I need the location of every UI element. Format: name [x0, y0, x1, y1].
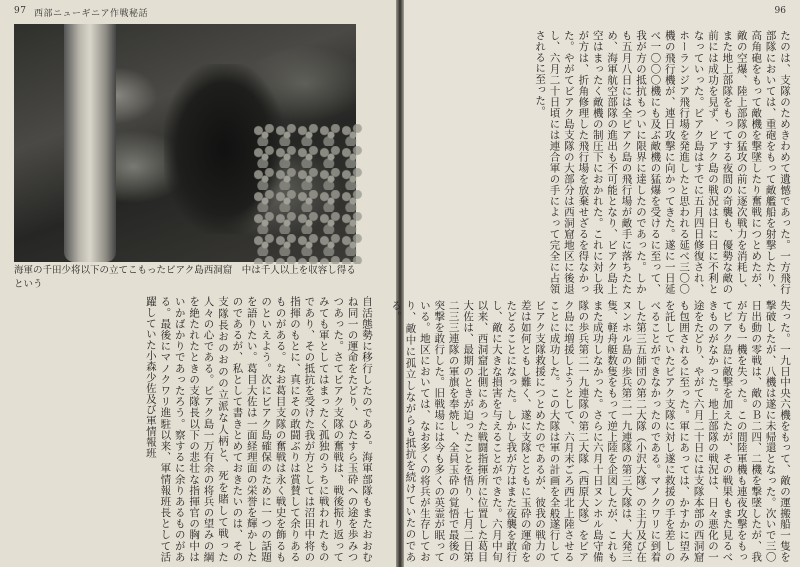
foliage: [254, 124, 364, 264]
right-page: [390, 0, 800, 567]
right-body-text-lower: 失った。一九日中央六機をもって、敵の運搬船一隻を撃破したが、八機は遂に未帰還となった。次いで三〇日出動の零戦は、敵のＢ二四、二機を撃墜したが、我が方も一機を失った。この間陸軍機も連夜攻撃をもってビアク島に敵撃を加えたが、その戦果もまた見るべきものがなかった。地上部隊の戦況は、日々悪化の一途をたどり、やがて六月二十日には支隊本部の西洞窟も包囲されるに至った。軍にあっては、かすかに望みを託していたビアク支隊に対し遂に救援の手を差しのべることができなかったのである。マノクワリに到着した第三五師団の第二大隊（小沢大隊）の主力及び在ヌンホル島の歩兵第二一九連隊の第三大隊は、大発三隻、軽舟艇数隻をもって逆上陸を企図したが、これもまた成功しなかった。さらに六月十日ヌンホル島守備隊の歩兵第二一九連隊の第二大隊（西原大隊）をビアク島に増援しようとして、六月末ごろ西北上陸させることに成功した。この大隊は軍の計画を全般遂行してビアク支隊救援につとめたのであるが、彼我の戦力の差は如何ともし難く、遂に支隊とともに玉砕の運命をたどることになった。しかし我が方はまた夜襲を敢行し、敵に大きな損害を与えることができた。六月中旬以来、西洞窟北側にあった戦闘指揮所に位置した葛目大佐は、最期のときが迫ったことを悟り、七月二日第二三三連隊の軍旗を奉焼し、全員玉砕の覚悟で最後の突撃を敢行した。旧戦場には今も多くの英霊が眠っている。地区においては、なお多くの将兵が生存しており、敵中に孤立しながらも抵抗を続けていたのである。: [390, 300, 791, 562]
photo-caption: 海軍の千田少将以下の立てこもったビアク島西洞窟 中は千人以上を収容し得るという: [14, 265, 356, 290]
left-page-number: 97: [14, 6, 27, 16]
cave-photo: [14, 24, 356, 262]
left-running-header: 西部ニューギニア作戦秘話: [34, 9, 149, 19]
right-page-number: 96: [774, 6, 786, 16]
tree-trunk: [64, 24, 116, 262]
right-body-text-upper: たのは、支隊のためきわめて遺憾であった。一方飛行部隊においては、重砲をもって敵艦船を射撃したり、高角砲をもって敵機を撃墜したり奮戦につとめたが、敵の空爆、陸上部隊の猛攻の前に逐次戦力を消耗し、また地上部隊をもってする夜間の奇襲も、優勢な敵の前には成功を見ず、ビアク島の戦況は日に日に不利となっていった。ビアク島はすでに五月四日修復され、ホーランジア飛行場を発進したと思われる延べ三〇〇機の飛行機が、連日攻撃に向かってきた。遂に一日延べ一〇〇〇機にも及ぶ敵機の猛爆を受けるに至って、我が方の抵抗もついに限界に達したのであった。しかも五月八日には全ビアク島の飛行場が敵手に落ちたため、海軍航空部隊の進出も不可能となり、ビアク島上空はまったく敵機の制圧下におかれた。これに対し我が方は、折角修理した飛行場を放棄せざるを得なかった。やがてビアク島支隊の大部分は西洞窟地区に後退し、六月二十日頃には連合軍の手によって完全に占領されるに至った。: [534, 30, 791, 294]
left-page: [0, 0, 396, 567]
left-body-text: 自活態勢に移行したのである。海軍部隊もまたおおむね同一の運命をたどり、ひたすら玉砕への途を歩みつつあった。さてビアク支隊の奮戦は、戦後振り返ってみても軍としてはまったく孤独のうちに戦われたものであり、その抵抗を受けた我が方としては沼田中将の指揮のもとに、真にその敢闘ぶりは賞賛して余りあるものがある。なお葛目支隊の奮戦は永く戦史を飾るものといえよう。次にビアク島確保のために一つの話題を語りたい。葛目大佐は一面経理面の栄誉を輝かしたのであるが、私として書きとめておきたいのは、その支隊長おのおのの立派な人柄と、死を賭して戦った人々の心である。ビアク島一万有余の将兵の望みの綱を絶たれたときの支隊長以下の悲壮な指揮官の胸中はいかばかりであったろう。察するに余りあるものがある。最後にマノクワリ進駐以来、軍情報班長として活躍していた小森少佐及び軍情報班: [144, 296, 373, 562]
